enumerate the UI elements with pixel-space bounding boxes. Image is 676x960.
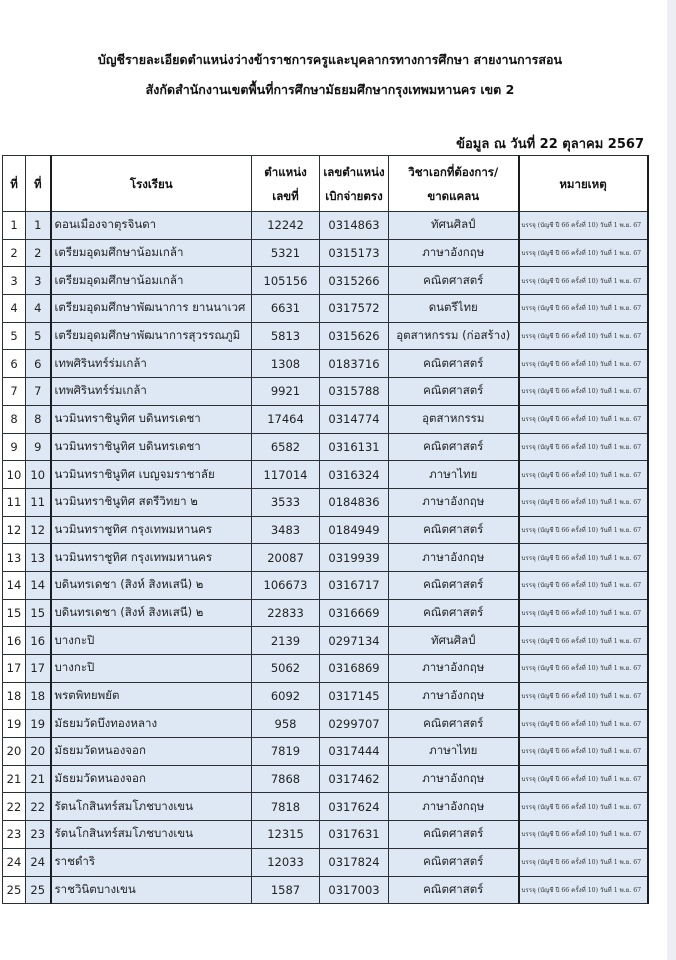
header-seq-2: ที่ — [26, 156, 51, 212]
cell-seq-2: 18 — [26, 682, 51, 710]
cell-seq-2: 15 — [26, 599, 51, 627]
cell-seq-2: 16 — [26, 627, 51, 655]
cell-payroll-no: 0314774 — [320, 405, 389, 433]
cell-school: เตรียมอุดมศึกษาน้อมเกล้า — [51, 239, 252, 267]
cell-position-no: 3533 — [252, 488, 320, 516]
cell-payroll-no: 0316869 — [320, 655, 389, 683]
cell-position-no: 5321 — [252, 239, 320, 267]
cell-position-no: 6582 — [252, 433, 320, 461]
cell-school: รัตนโกสินทร์สมโภชบางเขน — [51, 793, 252, 821]
cell-subject: ภาษาไทย — [389, 461, 519, 489]
table-row — [3, 322, 648, 350]
cell-remark: บรรจุ (บัญชี ปี 66 ครั้งที่ 10) วันที่ 1 พ.ย. 67 — [519, 378, 648, 406]
cell-subject: คณิตศาสตร์ — [389, 876, 519, 904]
cell-subject: ภาษาอังกฤษ — [389, 793, 519, 821]
cell-seq: 17 — [3, 655, 26, 683]
cell-payroll-no: 0317572 — [320, 295, 389, 323]
table-row — [3, 433, 648, 461]
header-subject-line1: วิชาเอกที่ต้องการ/ — [408, 164, 499, 179]
cell-subject: คณิตศาสตร์ — [389, 516, 519, 544]
cell-remark: บรรจุ (บัญชี ปี 66 ครั้งที่ 10) วันที่ 1 พ.ย. 67 — [519, 710, 648, 738]
cell-remark: บรรจุ (บัญชี ปี 66 ครั้งที่ 10) วันที่ 1 พ.ย. 67 — [519, 212, 648, 240]
cell-payroll-no: 0184949 — [320, 516, 389, 544]
cell-payroll-no: 0315173 — [320, 239, 389, 267]
cell-seq: 5 — [3, 322, 26, 350]
table-header-row — [3, 156, 648, 212]
table-row — [3, 544, 648, 572]
cell-position-no: 3483 — [252, 516, 320, 544]
cell-seq-2: 20 — [26, 738, 51, 766]
cell-seq-2: 10 — [26, 461, 51, 489]
cell-school: นวมินทราชินูทิศ เบญจมราชาลัย — [51, 461, 252, 489]
cell-school: มัธยมวัดหนองจอก — [51, 765, 252, 793]
header-subject-line2: ขาดแคลน — [427, 188, 480, 203]
cell-remark: บรรจุ (บัญชี ปี 66 ครั้งที่ 10) วันที่ 1 พ.ย. 67 — [519, 599, 648, 627]
cell-subject: คณิตศาสตร์ — [389, 848, 519, 876]
cell-payroll-no: 0317631 — [320, 821, 389, 849]
cell-seq-2: 3 — [26, 267, 51, 295]
cell-remark: บรรจุ (บัญชี ปี 66 ครั้งที่ 10) วันที่ 1 พ.ย. 67 — [519, 433, 648, 461]
table-row — [3, 239, 648, 267]
document-subtitle: สังกัดสำนักงานเขตพื้นที่การศึกษามัธยมศึกษากรุงเทพมหานคร เขต 2 — [145, 82, 515, 97]
table-row — [3, 821, 648, 849]
cell-payroll-no: 0314863 — [320, 212, 389, 240]
cell-school: ดอนเมืองจาตุรจินดา — [51, 212, 252, 240]
viewer-edge-strip — [667, 0, 676, 960]
vacancy-table — [2, 155, 649, 904]
cell-school: นวมินทราชินูทิศ บดินทรเดชา — [51, 405, 252, 433]
document-title: บัญชีรายละเอียดตำแหน่งว่างข้าราชการครูและบุคลากรทางการศึกษา สายงานการสอน — [97, 52, 563, 67]
cell-seq-2: 13 — [26, 544, 51, 572]
cell-position-no: 12033 — [252, 848, 320, 876]
cell-remark: บรรจุ (บัญชี ปี 66 ครั้งที่ 10) วันที่ 1 พ.ย. 67 — [519, 821, 648, 849]
cell-payroll-no: 0316717 — [320, 571, 389, 599]
cell-remark: บรรจุ (บัญชี ปี 66 ครั้งที่ 10) วันที่ 1 พ.ย. 67 — [519, 627, 648, 655]
cell-remark: บรรจุ (บัญชี ปี 66 ครั้งที่ 10) วันที่ 1 พ.ย. 67 — [519, 267, 648, 295]
cell-seq: 19 — [3, 710, 26, 738]
cell-position-no: 6631 — [252, 295, 320, 323]
cell-subject: คณิตศาสตร์ — [389, 378, 519, 406]
cell-seq: 23 — [3, 821, 26, 849]
cell-seq: 7 — [3, 378, 26, 406]
cell-seq-2: 5 — [26, 322, 51, 350]
cell-school: บดินทรเดชา (สิงห์ สิงหเสนี) ๒ — [51, 571, 252, 599]
cell-seq-2: 8 — [26, 405, 51, 433]
cell-seq-2: 21 — [26, 765, 51, 793]
header-school: โรงเรียน — [51, 156, 252, 212]
table-row — [3, 378, 648, 406]
cell-remark: บรรจุ (บัญชี ปี 66 ครั้งที่ 10) วันที่ 1 พ.ย. 67 — [519, 571, 648, 599]
table-row — [3, 488, 648, 516]
cell-subject: คณิตศาสตร์ — [389, 571, 519, 599]
cell-remark: บรรจุ (บัญชี ปี 66 ครั้งที่ 10) วันที่ 1 พ.ย. 67 — [519, 655, 648, 683]
cell-seq: 14 — [3, 571, 26, 599]
cell-seq-2: 25 — [26, 876, 51, 904]
cell-position-no: 1587 — [252, 876, 320, 904]
cell-seq: 2 — [3, 239, 26, 267]
cell-school: บางกะปิ — [51, 655, 252, 683]
cell-subject: อุตสาหกรรม — [389, 405, 519, 433]
cell-position-no: 17464 — [252, 405, 320, 433]
table-row — [3, 405, 648, 433]
cell-remark: บรรจุ (บัญชี ปี 66 ครั้งที่ 10) วันที่ 1 พ.ย. 67 — [519, 876, 648, 904]
cell-school: บางกะปิ — [51, 627, 252, 655]
cell-remark: บรรจุ (บัญชี ปี 66 ครั้งที่ 10) วันที่ 1 พ.ย. 67 — [519, 848, 648, 876]
cell-position-no: 5813 — [252, 322, 320, 350]
cell-seq: 1 — [3, 212, 26, 240]
cell-seq-2: 4 — [26, 295, 51, 323]
cell-school: รัตนโกสินทร์สมโภชบางเขน — [51, 821, 252, 849]
cell-subject: คณิตศาสตร์ — [389, 599, 519, 627]
cell-school: เตรียมอุดมศึกษาพัฒนาการสุวรรณภูมิ — [51, 322, 252, 350]
table-row — [3, 627, 648, 655]
cell-payroll-no: 0317824 — [320, 848, 389, 876]
cell-remark: บรรจุ (บัญชี ปี 66 ครั้งที่ 10) วันที่ 1 พ.ย. 67 — [519, 682, 648, 710]
header-seq: ที่ — [3, 156, 26, 212]
cell-payroll-no: 0297134 — [320, 627, 389, 655]
cell-subject: คณิตศาสตร์ — [389, 267, 519, 295]
cell-subject: ทัศนศิลป์ — [389, 212, 519, 240]
cell-remark: บรรจุ (บัญชี ปี 66 ครั้งที่ 10) วันที่ 1 พ.ย. 67 — [519, 350, 648, 378]
cell-position-no: 5062 — [252, 655, 320, 683]
cell-school: นวมินทราชูทิศ กรุงเทพมหานคร — [51, 544, 252, 572]
table-row — [3, 848, 648, 876]
cell-seq: 20 — [3, 738, 26, 766]
cell-subject: ภาษาอังกฤษ — [389, 488, 519, 516]
table-row — [3, 876, 648, 904]
header-payroll-no — [320, 156, 389, 212]
cell-school: ราชวินิตบางเขน — [51, 876, 252, 904]
cell-payroll-no: 0317145 — [320, 682, 389, 710]
cell-school: เทพศิรินทร์ร่มเกล้า — [51, 378, 252, 406]
cell-position-no: 117014 — [252, 461, 320, 489]
cell-position-no: 2139 — [252, 627, 320, 655]
cell-payroll-no: 0184836 — [320, 488, 389, 516]
cell-school: ราชดำริ — [51, 848, 252, 876]
cell-seq: 13 — [3, 544, 26, 572]
table-row — [3, 516, 648, 544]
cell-remark: บรรจุ (บัญชี ปี 66 ครั้งที่ 10) วันที่ 1 พ.ย. 67 — [519, 405, 648, 433]
cell-position-no: 12315 — [252, 821, 320, 849]
cell-position-no: 22833 — [252, 599, 320, 627]
cell-subject: คณิตศาสตร์ — [389, 350, 519, 378]
cell-remark: บรรจุ (บัญชี ปี 66 ครั้งที่ 10) วันที่ 1 พ.ย. 67 — [519, 461, 648, 489]
cell-position-no: 106673 — [252, 571, 320, 599]
cell-remark: บรรจุ (บัญชี ปี 66 ครั้งที่ 10) วันที่ 1 พ.ย. 67 — [519, 488, 648, 516]
cell-payroll-no: 0317624 — [320, 793, 389, 821]
cell-position-no: 7868 — [252, 765, 320, 793]
table-row — [3, 599, 648, 627]
cell-subject: คณิตศาสตร์ — [389, 710, 519, 738]
cell-remark: บรรจุ (บัญชี ปี 66 ครั้งที่ 10) วันที่ 1 พ.ย. 67 — [519, 793, 648, 821]
cell-school: มัธยมวัดหนองจอก — [51, 738, 252, 766]
cell-position-no: 6092 — [252, 682, 320, 710]
cell-seq: 9 — [3, 433, 26, 461]
header-payroll-no-line2: เบิกจ่ายตรง — [325, 188, 383, 203]
table-body — [3, 212, 648, 904]
cell-payroll-no: 0316324 — [320, 461, 389, 489]
cell-school: นวมินทราชูทิศ กรุงเทพมหานคร — [51, 516, 252, 544]
cell-payroll-no: 0315266 — [320, 267, 389, 295]
cell-seq-2: 22 — [26, 793, 51, 821]
cell-payroll-no: 0316131 — [320, 433, 389, 461]
cell-payroll-no: 0317462 — [320, 765, 389, 793]
table-row — [3, 295, 648, 323]
cell-seq-2: 6 — [26, 350, 51, 378]
cell-school: มัธยมวัดบึงทองหลาง — [51, 710, 252, 738]
cell-payroll-no: 0319939 — [320, 544, 389, 572]
cell-seq: 12 — [3, 516, 26, 544]
cell-position-no: 12242 — [252, 212, 320, 240]
cell-seq-2: 24 — [26, 848, 51, 876]
cell-position-no: 7819 — [252, 738, 320, 766]
cell-seq-2: 2 — [26, 239, 51, 267]
cell-seq-2: 12 — [26, 516, 51, 544]
header-position-no-line2: เลขที่ — [272, 188, 299, 203]
cell-school: เตรียมอุดมศึกษาพัฒนาการ ยานนาเวศ — [51, 295, 252, 323]
cell-school: เทพศิรินทร์ร่มเกล้า — [51, 350, 252, 378]
cell-seq: 16 — [3, 627, 26, 655]
header-position-no — [252, 156, 320, 212]
cell-subject: ภาษาไทย — [389, 738, 519, 766]
cell-seq-2: 11 — [26, 488, 51, 516]
cell-subject: ดนตรีไทย — [389, 295, 519, 323]
cell-position-no: 7818 — [252, 793, 320, 821]
table-row — [3, 655, 648, 683]
cell-seq: 24 — [3, 848, 26, 876]
cell-remark: บรรจุ (บัญชี ปี 66 ครั้งที่ 10) วันที่ 1 พ.ย. 67 — [519, 765, 648, 793]
cell-seq: 11 — [3, 488, 26, 516]
cell-remark: บรรจุ (บัญชี ปี 66 ครั้งที่ 10) วันที่ 1 พ.ย. 67 — [519, 322, 648, 350]
cell-seq-2: 17 — [26, 655, 51, 683]
header-subject — [389, 156, 519, 212]
cell-school: นวมินทราชินูทิศ สตรีวิทยา ๒ — [51, 488, 252, 516]
cell-seq-2: 23 — [26, 821, 51, 849]
cell-seq-2: 9 — [26, 433, 51, 461]
cell-subject: ภาษาอังกฤษ — [389, 544, 519, 572]
cell-position-no: 9921 — [252, 378, 320, 406]
cell-school: นวมินทราชินูทิศ บดินทรเดชา — [51, 433, 252, 461]
cell-position-no: 958 — [252, 710, 320, 738]
cell-remark: บรรจุ (บัญชี ปี 66 ครั้งที่ 10) วันที่ 1 พ.ย. 67 — [519, 239, 648, 267]
table-row — [3, 738, 648, 766]
cell-subject: อุตสาหกรรม (ก่อสร้าง) — [389, 322, 519, 350]
cell-payroll-no: 0317444 — [320, 738, 389, 766]
cell-payroll-no: 0315788 — [320, 378, 389, 406]
cell-payroll-no: 0183716 — [320, 350, 389, 378]
cell-position-no: 105156 — [252, 267, 320, 295]
cell-seq: 22 — [3, 793, 26, 821]
cell-school: บดินทรเดชา (สิงห์ สิงหเสนี) ๒ — [51, 599, 252, 627]
table-row — [3, 461, 648, 489]
cell-payroll-no: 0317003 — [320, 876, 389, 904]
table-row — [3, 710, 648, 738]
cell-school: พรตพิทยพยัต — [51, 682, 252, 710]
table-row — [3, 682, 648, 710]
cell-payroll-no: 0315626 — [320, 322, 389, 350]
cell-seq-2: 14 — [26, 571, 51, 599]
cell-seq: 15 — [3, 599, 26, 627]
table-row — [3, 571, 648, 599]
cell-payroll-no: 0316669 — [320, 599, 389, 627]
table-row — [3, 765, 648, 793]
header-remark: หมายเหตุ — [519, 156, 648, 212]
cell-seq: 4 — [3, 295, 26, 323]
cell-seq: 6 — [3, 350, 26, 378]
cell-seq-2: 1 — [26, 212, 51, 240]
cell-subject: ทัศนศิลป์ — [389, 627, 519, 655]
cell-subject: ภาษาอังกฤษ — [389, 239, 519, 267]
table-row — [3, 267, 648, 295]
cell-position-no: 20087 — [252, 544, 320, 572]
table-row — [3, 350, 648, 378]
table-row — [3, 212, 648, 240]
cell-seq-2: 19 — [26, 710, 51, 738]
cell-subject: ภาษาอังกฤษ — [389, 655, 519, 683]
cell-school: เตรียมอุดมศึกษาน้อมเกล้า — [51, 267, 252, 295]
table-row — [3, 793, 648, 821]
cell-remark: บรรจุ (บัญชี ปี 66 ครั้งที่ 10) วันที่ 1 พ.ย. 67 — [519, 516, 648, 544]
cell-seq: 8 — [3, 405, 26, 433]
cell-subject: ภาษาอังกฤษ — [389, 765, 519, 793]
cell-seq: 25 — [3, 876, 26, 904]
data-as-of-date: ข้อมูล ณ วันที่ 22 ตุลาคม 2567 — [456, 137, 644, 152]
cell-subject: คณิตศาสตร์ — [389, 821, 519, 849]
header-position-no-line1: ตำแหน่ง — [264, 164, 307, 179]
cell-subject: ภาษาอังกฤษ — [389, 682, 519, 710]
cell-seq: 21 — [3, 765, 26, 793]
cell-position-no: 1308 — [252, 350, 320, 378]
header-payroll-no-line1: เลขตำแหน่ง — [323, 164, 385, 179]
cell-seq: 18 — [3, 682, 26, 710]
cell-remark: บรรจุ (บัญชี ปี 66 ครั้งที่ 10) วันที่ 1 พ.ย. 67 — [519, 295, 648, 323]
cell-seq-2: 7 — [26, 378, 51, 406]
cell-remark: บรรจุ (บัญชี ปี 66 ครั้งที่ 10) วันที่ 1 พ.ย. 67 — [519, 738, 648, 766]
cell-seq: 10 — [3, 461, 26, 489]
cell-seq: 3 — [3, 267, 26, 295]
cell-subject: คณิตศาสตร์ — [389, 433, 519, 461]
cell-remark: บรรจุ (บัญชี ปี 66 ครั้งที่ 10) วันที่ 1 พ.ย. 67 — [519, 544, 648, 572]
cell-payroll-no: 0299707 — [320, 710, 389, 738]
